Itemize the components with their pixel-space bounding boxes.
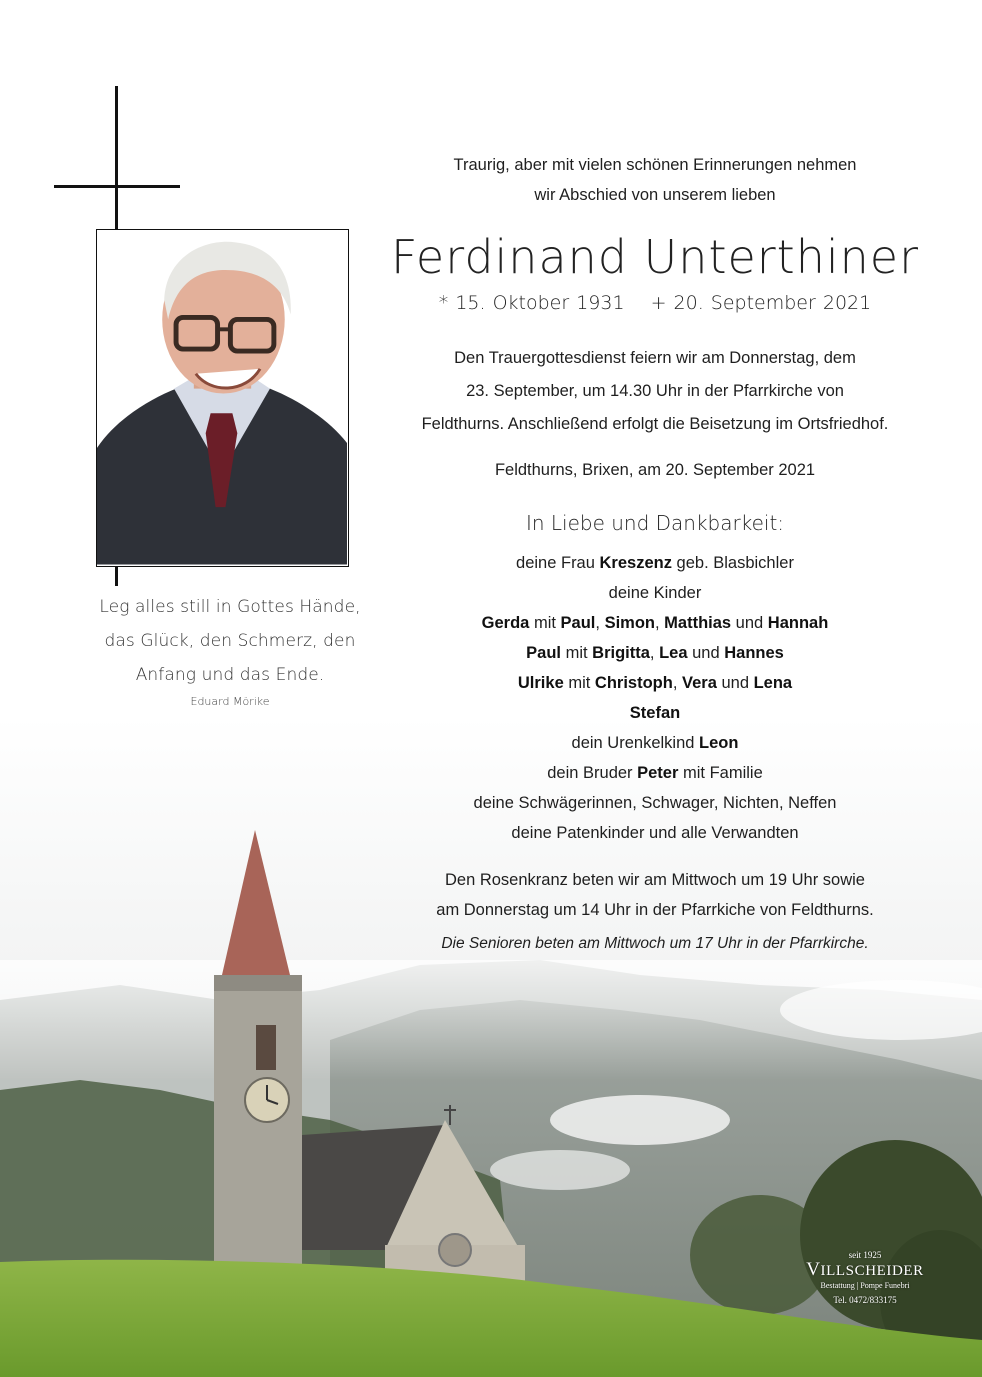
child-name: Paul <box>526 644 561 662</box>
service-line: Den Trauergottesdienst feiern wir am Donnerstag, dem <box>454 349 856 367</box>
funeral-home-logo <box>790 1250 940 1307</box>
portrait-photo <box>96 229 349 567</box>
deceased-name: Ferdinand Unterthiner <box>390 230 920 284</box>
grandchild-name: Lena <box>753 674 793 692</box>
great-grandchild-name: Leon <box>699 734 739 752</box>
family-child-paul <box>380 638 930 668</box>
text: geb. Blasbichler <box>671 554 794 572</box>
family-wife <box>380 548 930 578</box>
logo-brand <box>790 1261 940 1280</box>
partner-name: Christoph <box>594 674 673 692</box>
quote-line: Anfang und das Ende. <box>135 665 325 685</box>
logo-brand-initial: V <box>806 1259 821 1280</box>
text: , <box>654 614 665 632</box>
text: deine Frau <box>516 554 600 572</box>
in-love-heading: In Liebe und Dankbarkeit: <box>525 511 785 535</box>
family-child-ulrike <box>380 668 930 698</box>
family-brother <box>380 758 930 788</box>
service-line: Feldthurns. Anschließend erfolgt die Beisetzung im Ortsfriedhof. <box>421 415 889 433</box>
grandchild-name: Matthias <box>664 614 732 632</box>
logo-subtitle: Bestattung | Pompe Funebri <box>820 1281 910 1290</box>
grandchild-name: Hannah <box>767 614 829 632</box>
logo-brand-rest: ILLSCHEIDER <box>820 1263 924 1279</box>
grandchild-name: Simon <box>604 614 655 632</box>
intro-text <box>380 150 930 210</box>
brother-name: Peter <box>637 764 679 782</box>
family-godchildren: deine Patenkinder und alle Verwandten <box>511 824 799 842</box>
logo-since: seit 1925 <box>848 1250 882 1260</box>
cross-horizontal-line <box>54 185 180 188</box>
intro-line: wir Abschied von unserem lieben <box>534 186 776 204</box>
child-name: Gerda <box>481 614 530 632</box>
text: mit Familie <box>678 764 763 782</box>
family-child-stefan <box>380 698 930 728</box>
grandchild-name: Hannes <box>724 644 784 662</box>
place-date: Feldthurns, Brixen, am 20. September 2021 <box>494 461 816 479</box>
children-label: deine Kinder <box>608 584 702 602</box>
quote-author: Eduard Mörike <box>190 695 270 708</box>
text: und <box>687 644 725 662</box>
child-name: Ulrike <box>517 674 564 692</box>
rosary-text <box>380 865 930 925</box>
life-dates <box>380 286 930 320</box>
text: dein Bruder <box>547 764 638 782</box>
partner-name: Paul <box>560 614 596 632</box>
text: mit <box>529 614 561 632</box>
wife-name: Kreszenz <box>599 554 672 572</box>
quote-line: Leg alles still in Gottes Hände, <box>99 597 361 617</box>
child-name: Stefan <box>629 704 681 722</box>
text: mit <box>563 674 595 692</box>
family-list <box>380 548 930 848</box>
rosary-line: Den Rosenkranz beten wir am Mittwoch um 19 Uhr sowie <box>444 871 865 889</box>
birth-date: * 15. Oktober 1931 <box>438 292 625 314</box>
portrait-illustration <box>97 230 347 565</box>
rosary-line: am Donnerstag um 14 Uhr in der Pfarrkiche von Feldthurns. <box>436 901 874 919</box>
seniors-prayer-text: Die Senioren beten am Mittwoch um 17 Uhr in der Pfarrkirche. <box>441 935 869 952</box>
intro-line: Traurig, aber mit vielen schönen Erinnerungen nehmen <box>453 156 857 174</box>
family-in-laws: deine Schwägerinnen, Schwager, Nichten, Neffen <box>473 794 837 812</box>
funeral-service-text <box>380 342 930 441</box>
logo-phone: Tel. 0472/833175 <box>833 1295 897 1305</box>
grandchild-name: Vera <box>682 674 717 692</box>
text: , <box>595 614 605 632</box>
text: mit <box>561 644 593 662</box>
text: und <box>716 674 754 692</box>
quote-block <box>60 590 400 710</box>
quote-line: das Glück, den Schmerz, den <box>104 631 356 651</box>
partner-name: Brigitta <box>592 644 650 662</box>
death-date: + 20. September 2021 <box>650 292 872 314</box>
grandchild-name: Lea <box>659 644 688 662</box>
text: , <box>649 644 660 662</box>
text: und <box>731 614 768 632</box>
text: dein Urenkelkind <box>571 734 700 752</box>
family-child-gerda <box>380 608 930 638</box>
family-great-grandchild <box>380 728 930 758</box>
service-line: 23. September, um 14.30 Uhr in der Pfarrkirche von <box>466 382 844 400</box>
text: , <box>672 674 683 692</box>
